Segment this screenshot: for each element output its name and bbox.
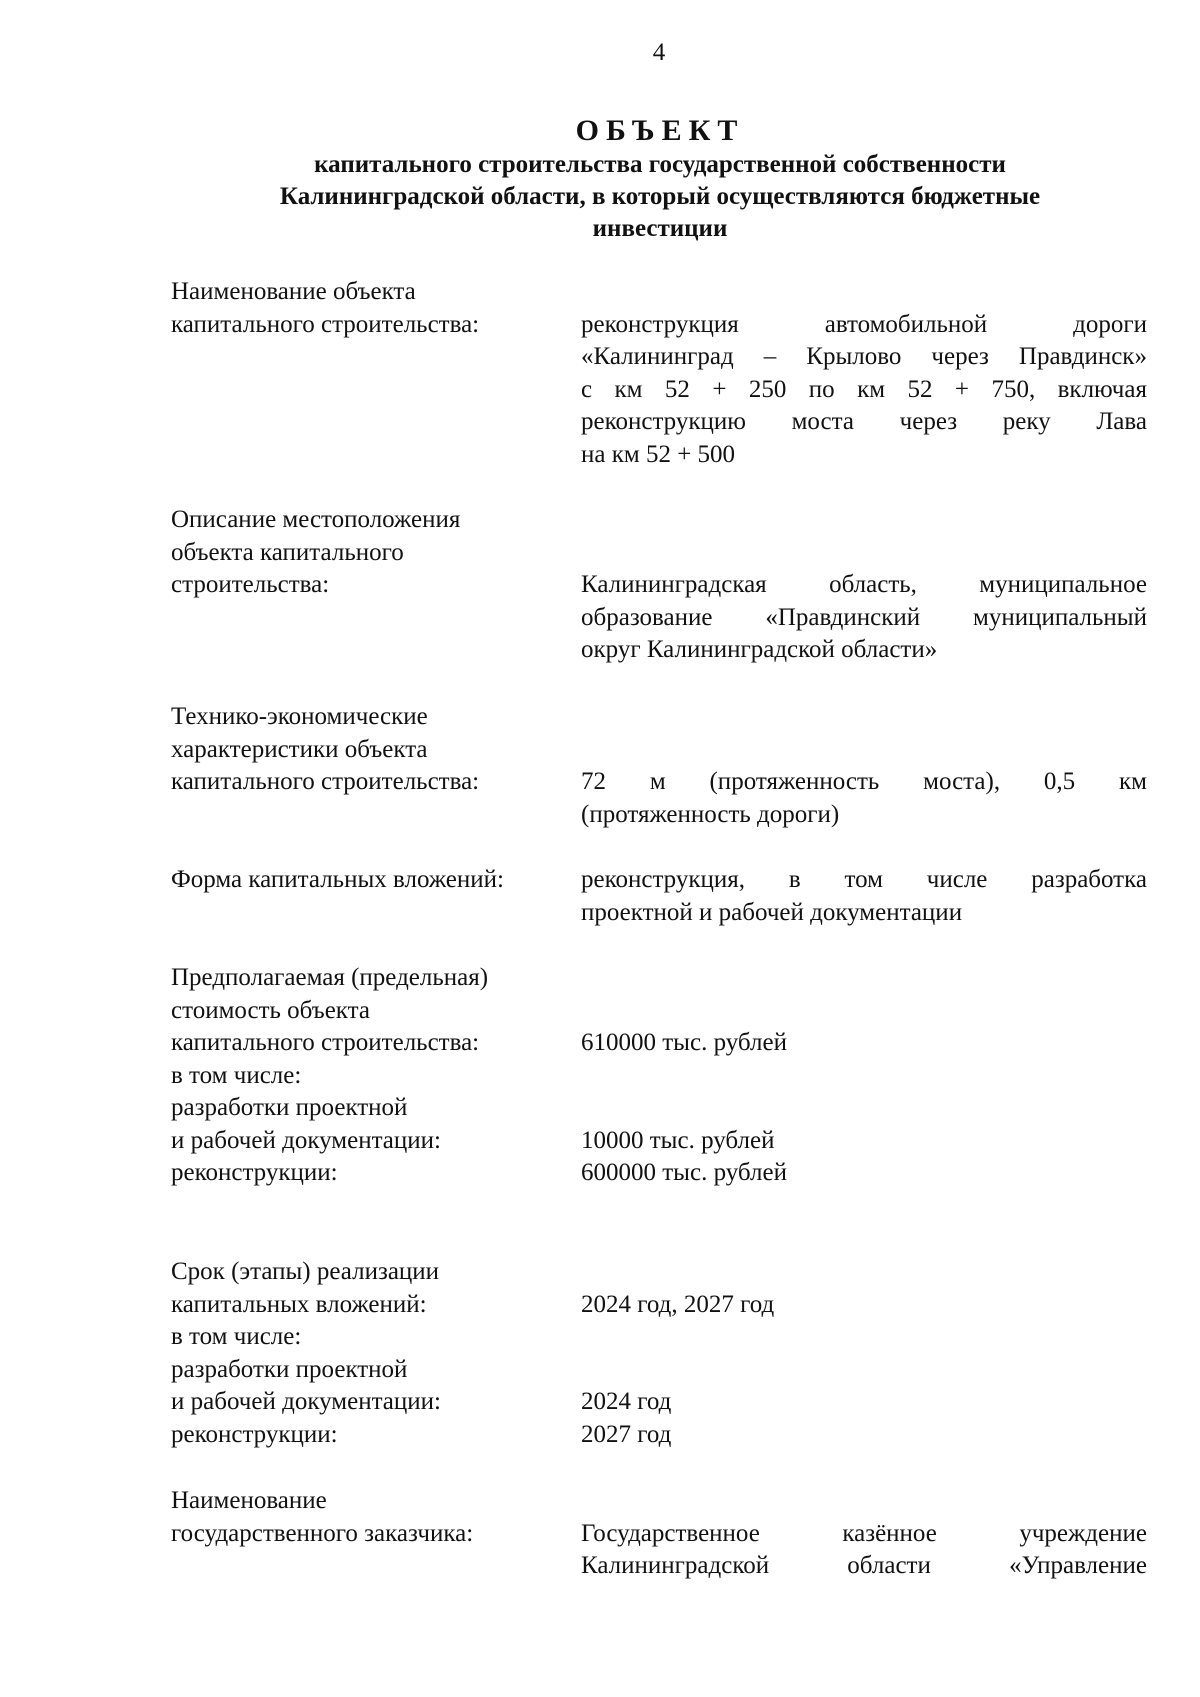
field-value-line — [581, 309, 1147, 342]
field-label-line: Наименование объекта — [171, 278, 416, 305]
value-word: + — [712, 375, 727, 403]
value-word: моста — [791, 408, 854, 435]
field-label-line: объекта капитального — [171, 538, 404, 566]
value-word: реку — [1002, 408, 1051, 435]
heading-line: Калининградской области, в который осуществляются бюджетные — [279, 183, 1041, 210]
field-label-line: капитального строительства: — [171, 768, 480, 795]
field-value — [581, 569, 1147, 667]
value-word: автомобильной — [824, 310, 988, 338]
value-word: казённое — [842, 1519, 937, 1547]
field-label-line: и рабочей документации: — [171, 1388, 441, 1415]
field-value-line: 610000 тыс. рублей — [581, 1029, 787, 1056]
field-label-line: Описание местоположения — [171, 506, 461, 533]
field-value-line — [581, 1256, 1147, 1289]
field-value-line — [581, 995, 1147, 1028]
page-number: 4 — [652, 39, 666, 66]
field-value — [581, 1256, 1147, 1451]
value-word: по — [808, 375, 835, 403]
field-label-line: Наименование — [171, 1487, 327, 1514]
value-word: область, — [829, 571, 917, 598]
value-word: реконструкцию — [581, 408, 746, 435]
value-word: 750, — [991, 375, 1036, 403]
field-label-line: капитального строительства: — [171, 310, 480, 338]
field-value — [581, 766, 1147, 831]
field-label — [171, 701, 551, 799]
value-word: «Калининград — [581, 343, 734, 370]
value-word: через — [899, 408, 958, 435]
value-word: муниципальное — [979, 571, 1147, 598]
field-label-line: разработки проектной — [171, 1355, 408, 1383]
field-value-line: (протяженность дороги) — [581, 800, 840, 828]
value-word: дороги — [1073, 310, 1147, 338]
value-word: муниципальный — [973, 603, 1147, 631]
field-value — [581, 309, 1147, 472]
value-word: «Правдинский — [765, 603, 921, 631]
field-value-line — [581, 1354, 1147, 1387]
value-word: числе — [926, 866, 988, 893]
field-value-line — [581, 1092, 1147, 1125]
field-value-line — [581, 1321, 1147, 1354]
value-word: Крылово — [806, 343, 902, 370]
value-word: 52 — [907, 375, 933, 403]
field-label — [171, 864, 551, 897]
field-label-line: в том числе: — [171, 1323, 302, 1350]
field-label-line: разработки проектной — [171, 1094, 408, 1121]
value-word: «Управление — [1009, 1552, 1147, 1579]
value-word: Правдинск» — [1018, 343, 1147, 370]
field-label-line: характеристики объекта — [171, 735, 428, 763]
value-word: учреждение — [1019, 1519, 1147, 1547]
field-value-line — [581, 864, 1147, 897]
heading-line: инвестиции — [592, 215, 728, 242]
field-label-line: стоимость объекта — [171, 996, 370, 1024]
value-word: км — [1118, 768, 1147, 795]
field-value-line — [581, 1485, 1147, 1518]
field-value — [581, 864, 1147, 929]
value-word: образование — [581, 603, 713, 631]
field-value-line: на км 52 + 500 — [581, 440, 736, 468]
field-value-line — [581, 569, 1147, 602]
field-label-line: Форма капитальных вложений: — [171, 866, 504, 893]
value-word: – — [763, 343, 777, 370]
field-label-line: в том числе: — [171, 1061, 302, 1089]
field-value-line: проектной и рабочей документации — [581, 898, 963, 926]
value-word: м — [649, 768, 666, 795]
field-label-line: Срок (этапы) реализации — [171, 1258, 440, 1285]
value-word: Государственное — [581, 1519, 760, 1547]
field-value-line — [581, 406, 1147, 439]
field-label — [171, 1256, 551, 1451]
field-value-line — [581, 766, 1147, 799]
value-word: Лава — [1096, 408, 1147, 435]
field-label-line: Предполагаемая (предельная) — [171, 964, 489, 991]
value-word: км — [857, 375, 886, 403]
field-value-line — [581, 341, 1147, 374]
value-word: 0,5 — [1043, 768, 1076, 795]
value-word: 250 — [748, 375, 787, 403]
field-label-line: капитального строительства: — [171, 1029, 480, 1056]
value-word: (протяженность — [709, 768, 880, 795]
field-value-line — [581, 602, 1147, 635]
value-word: разработка — [1031, 866, 1147, 893]
field-label-line: государственного заказчика: — [171, 1519, 474, 1547]
field-value-line — [581, 962, 1147, 995]
value-word: Калининградской — [581, 1552, 770, 1579]
value-word: в — [788, 866, 801, 893]
field-value-line: 2024 год — [581, 1388, 672, 1415]
field-value — [581, 962, 1147, 1190]
heading-line: капитального строительства государственной собственности — [314, 151, 1006, 178]
field-label — [171, 962, 551, 1190]
field-value-line — [581, 1518, 1147, 1551]
field-label — [171, 276, 551, 341]
field-value-line — [581, 1060, 1147, 1093]
field-value-line: 2024 год, 2027 год — [581, 1290, 775, 1318]
document-title: ОБЪЕКТ — [575, 114, 745, 147]
value-word: с — [581, 375, 593, 403]
value-word: км — [614, 375, 643, 403]
value-word: через — [931, 343, 989, 370]
value-word: моста), — [923, 768, 1001, 795]
value-word: том — [844, 866, 883, 893]
document-heading — [180, 113, 1140, 245]
value-word: 52 — [664, 375, 690, 403]
value-word: включая — [1057, 375, 1147, 403]
field-label-line: строительства: — [171, 571, 330, 598]
field-value — [581, 1485, 1147, 1583]
field-label-line: реконструкции: — [171, 1420, 338, 1448]
field-value-line: округ Калининградской области» — [581, 636, 938, 663]
value-word: 72 — [581, 768, 606, 795]
field-label — [171, 1485, 551, 1550]
field-label-line: капитальных вложений: — [171, 1290, 427, 1318]
value-word: + — [954, 375, 970, 403]
field-label-line: реконструкции: — [171, 1159, 338, 1186]
value-word: реконструкция — [581, 310, 739, 338]
field-value-line: 2027 год — [581, 1420, 672, 1448]
field-value-line — [581, 1550, 1147, 1583]
field-value-line — [581, 374, 1147, 407]
field-value-line: 600000 тыс. рублей — [581, 1159, 787, 1186]
field-label-line: Технико-экономические — [171, 703, 428, 730]
value-word: области — [847, 1552, 931, 1579]
value-word: Калининградская — [581, 571, 767, 598]
field-label-line: и рабочей документации: — [171, 1126, 441, 1154]
value-word: реконструкция, — [581, 866, 746, 893]
field-value-line: 10000 тыс. рублей — [581, 1126, 775, 1154]
field-label — [171, 504, 551, 602]
